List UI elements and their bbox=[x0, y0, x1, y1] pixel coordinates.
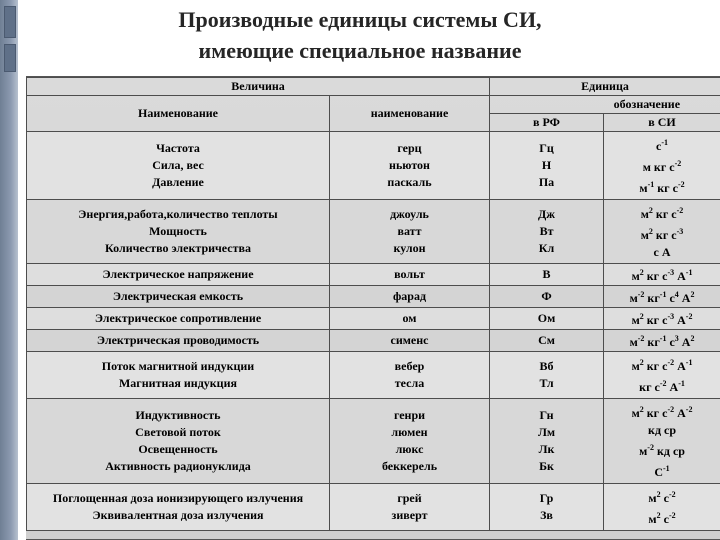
unit-name-cell-line: вольт bbox=[394, 267, 425, 281]
rf-symbol-cell bbox=[490, 352, 604, 399]
si-formula-cell bbox=[604, 286, 720, 308]
unit-name-cell bbox=[330, 264, 490, 286]
unit-name-cell-line: ом bbox=[402, 311, 417, 325]
si-formula-cell-line: кд ср bbox=[648, 423, 677, 437]
table-row bbox=[27, 132, 720, 200]
unit-name-cell bbox=[330, 330, 490, 352]
quantity-cell-line: Эквивалентная доза излучения bbox=[92, 508, 264, 522]
unit-name-cell bbox=[330, 399, 490, 484]
header-unit-name: наименование bbox=[330, 96, 490, 132]
quantity-cell-line: Световой поток bbox=[135, 425, 221, 439]
rf-symbol-cell bbox=[490, 484, 604, 531]
unit-name-cell-line: тесла bbox=[394, 376, 425, 390]
unit-name-cell bbox=[330, 484, 490, 531]
si-formula-cell-line: $м^2$ $с^{-2}$ bbox=[648, 490, 676, 505]
unit-name-cell-line: паскаль bbox=[387, 175, 432, 189]
rf-symbol-cell bbox=[490, 264, 604, 286]
header-designation: обозначение bbox=[490, 96, 720, 114]
si-formula-cell-line: с А bbox=[653, 245, 671, 259]
si-formula-cell bbox=[604, 132, 720, 200]
unit-name-cell-line: герц bbox=[397, 141, 422, 155]
quantity-cell-line: Давление bbox=[152, 175, 204, 189]
unit-name-cell-line: ватт bbox=[397, 224, 422, 238]
unit-name-cell-line: кулон bbox=[393, 241, 426, 255]
si-formula-cell-line: $м^2$ кг $с^{-2}$ $А^{-2}$ bbox=[631, 405, 693, 420]
rf-symbol-cell bbox=[490, 286, 604, 308]
rf-symbol-cell-line: Лк bbox=[538, 442, 555, 456]
rf-symbol-cell-line: Кл bbox=[538, 241, 555, 255]
decoration-block bbox=[4, 6, 16, 38]
rf-symbol-cell-line: Дж bbox=[538, 207, 555, 221]
quantity-cell-line: Индуктивность bbox=[135, 408, 221, 422]
header-quantity-name: Наименование bbox=[27, 96, 330, 132]
unit-name-cell-line: фарад bbox=[392, 289, 427, 303]
slide-title bbox=[60, 4, 660, 66]
si-formula-cell-line: кг $с^{-2}$ $А^{-1}$ bbox=[639, 379, 685, 394]
quantity-cell-line: Активность радионуклида bbox=[105, 459, 251, 473]
rf-symbol-cell-line: Па bbox=[538, 175, 555, 189]
rf-symbol-cell-line: Вб bbox=[539, 359, 554, 373]
rf-symbol-cell-line: Ф bbox=[541, 289, 552, 303]
si-formula-cell bbox=[604, 200, 720, 264]
quantity-cell bbox=[27, 352, 330, 399]
unit-name-cell-line: вебер bbox=[394, 359, 425, 373]
si-formula-cell-line: $м^{-1}$ кг $с^{-2}$ bbox=[639, 180, 685, 195]
unit-name-cell-line: зиверт bbox=[391, 508, 428, 522]
table-row bbox=[27, 308, 720, 330]
si-formula-cell-line: $м^{-2}$ кд ср bbox=[639, 443, 685, 458]
rf-symbol-cell-line: Лм bbox=[537, 425, 556, 439]
rf-symbol-cell-line: Вт bbox=[539, 224, 554, 238]
quantity-cell-line: Количество электричества bbox=[105, 241, 251, 255]
header-si: в СИ bbox=[604, 114, 720, 132]
si-formula-cell-line: $c^{-1}$ bbox=[656, 138, 669, 153]
si-formula-cell bbox=[604, 308, 720, 330]
rf-symbol-cell-line: Бк bbox=[539, 459, 554, 473]
unit-name-cell-line: люкс bbox=[395, 442, 424, 456]
rf-symbol-cell bbox=[490, 200, 604, 264]
rf-symbol-cell-line: Тл bbox=[539, 376, 554, 390]
si-formula-cell-line: $м^2$ $с^{-2}$ bbox=[648, 511, 676, 526]
header-unit: Единица bbox=[490, 78, 720, 96]
quantity-cell bbox=[27, 200, 330, 264]
unit-name-cell-line: беккерель bbox=[381, 459, 438, 473]
rf-symbol-cell bbox=[490, 132, 604, 200]
table-row bbox=[27, 200, 720, 264]
units-table bbox=[26, 77, 720, 531]
quantity-cell bbox=[27, 399, 330, 484]
quantity-cell-line: Поглощенная доза ионизирующего излучения bbox=[52, 491, 304, 505]
si-formula-cell-line: $м^2$ кг $с^{-3}$ $А^{-2}$ bbox=[631, 312, 693, 327]
quantity-cell-line: Энергия,работа,количество теплоты bbox=[78, 207, 278, 221]
si-formula-cell-line: $м^2$ кг $с^{-3}$ $А^{-1}$ bbox=[631, 268, 693, 283]
rf-symbol-cell-line: Гц bbox=[539, 141, 554, 155]
si-formula-cell bbox=[604, 484, 720, 531]
unit-name-cell-line: генри bbox=[393, 408, 426, 422]
si-formula-cell bbox=[604, 399, 720, 484]
quantity-cell-line: Поток магнитной индукции bbox=[101, 359, 255, 373]
unit-name-cell-line: джоуль bbox=[390, 207, 429, 221]
unit-name-cell bbox=[330, 200, 490, 264]
quantity-cell-line: Магнитная индукция bbox=[118, 376, 238, 390]
unit-name-cell bbox=[330, 286, 490, 308]
si-formula-cell bbox=[604, 352, 720, 399]
quantity-cell-line: Мощность bbox=[149, 224, 207, 238]
quantity-cell bbox=[27, 132, 330, 200]
unit-name-cell bbox=[330, 352, 490, 399]
si-formula-cell bbox=[604, 330, 720, 352]
units-table-container bbox=[26, 76, 720, 540]
unit-name-cell bbox=[330, 308, 490, 330]
rf-symbol-cell-line: Гн bbox=[539, 408, 554, 422]
quantity-cell bbox=[27, 484, 330, 531]
si-formula-cell-line: $м^2$ кг $с^{-2}$ bbox=[640, 206, 684, 221]
unit-name-cell-line: грей bbox=[397, 491, 422, 505]
title-line-1: Производные единицы системы СИ, bbox=[178, 7, 542, 32]
si-formula-cell-line: м кг $с^{-2}$ bbox=[642, 159, 682, 174]
si-formula-cell-line: $м^2$ кг $с^{-2}$ $А^{-1}$ bbox=[631, 358, 693, 373]
quantity-cell bbox=[27, 264, 330, 286]
si-formula-cell-line: $м^{-2}$ $кг^{-1}$ $с^3$ $А^2$ bbox=[629, 334, 695, 349]
unit-name-cell-line: люмен bbox=[391, 425, 428, 439]
quantity-cell-line: Электрическое сопротивление bbox=[94, 311, 262, 325]
unit-name-cell-line: ньютон bbox=[389, 158, 430, 172]
rf-symbol-cell-line: В bbox=[542, 267, 551, 281]
rf-symbol-cell bbox=[490, 399, 604, 484]
si-formula-cell bbox=[604, 264, 720, 286]
title-line-2: имеющие специальное название bbox=[198, 38, 522, 63]
slide-left-decoration bbox=[0, 0, 18, 540]
table-row bbox=[27, 264, 720, 286]
si-formula-cell-line: $м^{-2}$ $кг^{-1}$ $с^4$ $А^2$ bbox=[629, 290, 695, 305]
rf-symbol-cell-line: Зв bbox=[540, 508, 553, 522]
si-formula-cell-line: $м^2$ кг $с^{-3}$ bbox=[640, 227, 684, 242]
rf-symbol-cell-line: Ом bbox=[537, 311, 556, 325]
decoration-block bbox=[4, 44, 16, 72]
quantity-cell-line: Электрическая емкость bbox=[112, 289, 244, 303]
unit-name-cell bbox=[330, 132, 490, 200]
table-row bbox=[27, 352, 720, 399]
quantity-cell bbox=[27, 330, 330, 352]
table-row bbox=[27, 399, 720, 484]
quantity-cell-line: Освещенность bbox=[138, 442, 218, 456]
header-rf: в РФ bbox=[490, 114, 604, 132]
quantity-cell bbox=[27, 286, 330, 308]
quantity-cell-line: Электрическое напряжение bbox=[102, 267, 254, 281]
unit-name-cell-line: сименс bbox=[390, 333, 429, 347]
rf-symbol-cell-line: Н bbox=[541, 158, 552, 172]
quantity-cell-line: Сила, вес bbox=[152, 158, 204, 172]
rf-symbol-cell bbox=[490, 330, 604, 352]
table-row bbox=[27, 484, 720, 531]
table-row bbox=[27, 286, 720, 308]
rf-symbol-cell bbox=[490, 308, 604, 330]
header-quantity: Величина bbox=[27, 78, 490, 96]
quantity-cell bbox=[27, 308, 330, 330]
quantity-cell-line: Электрическая проводимость bbox=[96, 333, 260, 347]
rf-symbol-cell-line: См bbox=[538, 333, 555, 347]
table-row bbox=[27, 330, 720, 352]
rf-symbol-cell-line: Гр bbox=[539, 491, 554, 505]
quantity-cell-line: Частота bbox=[156, 141, 200, 155]
si-formula-cell-line: $С^{-1}$ bbox=[654, 464, 670, 479]
